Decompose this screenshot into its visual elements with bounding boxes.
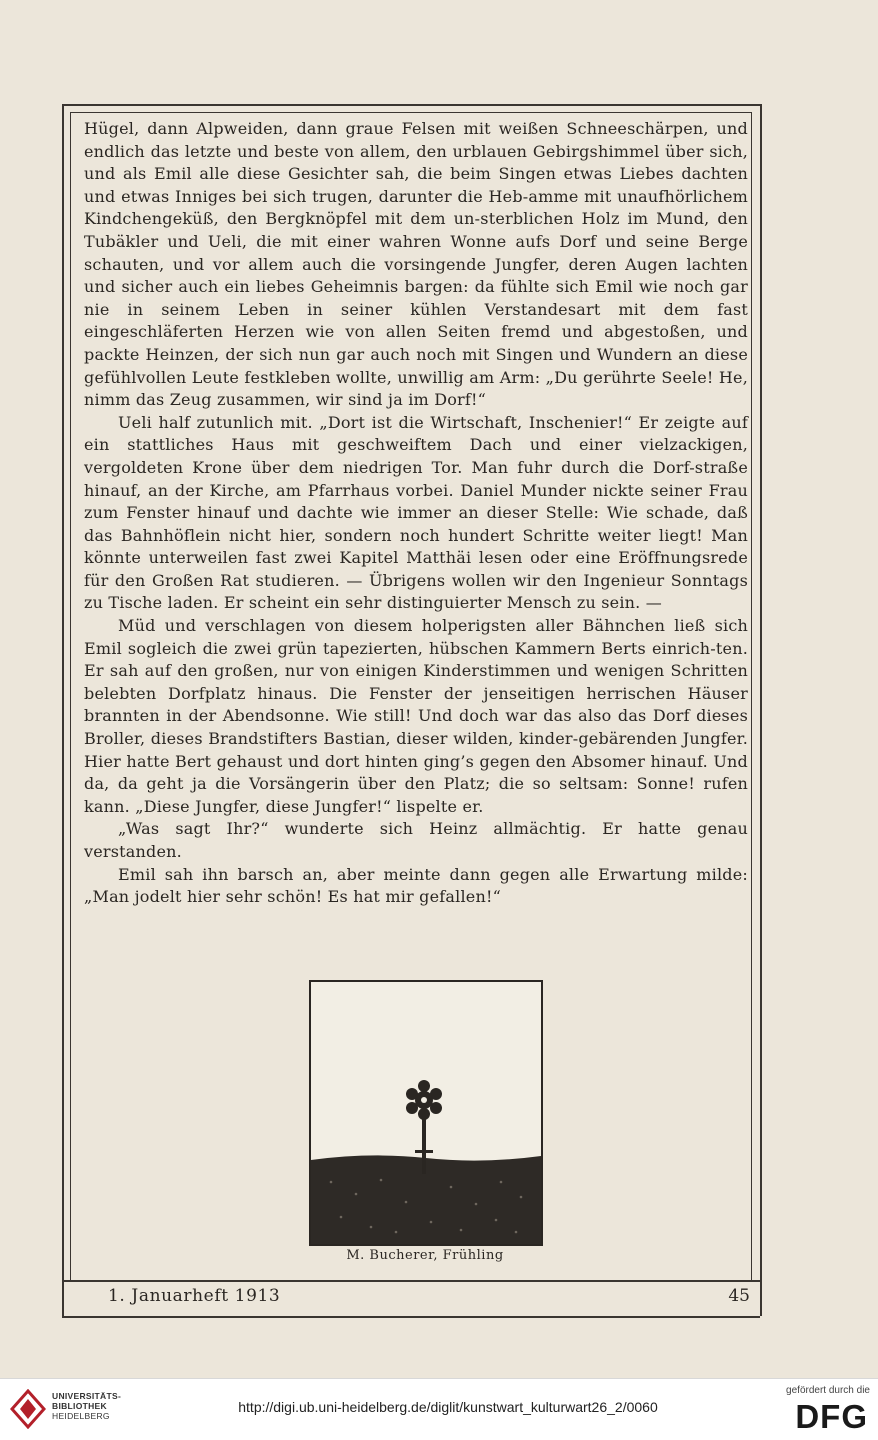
paragraph-4: „Was sagt Ihr?“ wunderte sich Heinz allmächtig. Er hatte genau verstanden.	[84, 819, 748, 861]
funder-caption: gefördert durch die	[786, 1385, 870, 1396]
paragraph-2: Ueli half zutunlich mit. „Dort ist die Wirtschaft, Inschenier!“ Er zeigte auf ein stattliches Haus mit geschweiftem Dach und einer vielzackigen, vergoldeten Krone über dem niedrigen Tor. Man fuhr durch die Dorf-straße hinauf, an der Kirche, am Pfarrhaus vorbei. Daniel Munder nickte seiner Frau zum Fenster hinauf und dachte wie immer an dieser Stelle: Wie schade, daß das Bahnhöflein nicht hier, sondern noch hundert Schritte weiter liegt! Man könnte unterweilen fast zwei Kapitel Matthäi lesen oder eine Eröffnungsrede für den Großen Rat studieren. — Übrigens wollen wir den Ingenieur Sonntags zu Tische laden. Er scheint ein sehr distinguierter Mensch zu sein. —	[84, 412, 748, 613]
viewer-footer-bar	[0, 1378, 878, 1440]
page-number: 45	[728, 1286, 750, 1306]
university-library-logo-icon[interactable]	[10, 1389, 46, 1429]
paragraph-3: Müd und verschlagen von diesem holperigsten aller Bähnchen ließ sich Emil sogleich die zwei grün tapezierten, hübschen Kammern Berts einrich-ten. Er sah auf den großen, nur von einigen Kinderstimmen und wenigen Schritten belebten Dorfplatz hinaus. Die Fenster der jenseitigen herrischen Häuser brannten in der Abendsonne. Wie still! Und doch war das also das Dorf dieses Broller, dieses Brandstifters Bastian, dieser wilden, kinder-gebärenden Jungfer. Hier hatte Bert gehaust und dort hinten ging’s gegen den Absomer hinauf. Und da, da geht ja die Vorsängerin über den Platz; die so seltsam: Sonne! rufen kann. „Diese Jungfer, diese Jungfer!“ lispelte er.	[84, 616, 748, 816]
dfg-logo[interactable]: DFG	[795, 1398, 868, 1435]
library-line-3: HEIDELBERG	[52, 1411, 110, 1421]
library-line-2: BIBLIOTHEK	[52, 1401, 107, 1411]
woodcut-illustration	[309, 980, 543, 1246]
issue-label: 1. Januarheft 1913	[108, 1286, 281, 1306]
library-line-1: UNIVERSITÄTS-	[52, 1391, 122, 1401]
paragraph-1: Hügel, dann Alpweiden, dann graue Felsen mit weißen Schneeschärpen, und endlich das letzte und beste von allem, den urblauen Gebirgshimmel über sich, und als Emil alle diese Gesichter sah, die beim Singen etwas Liebes dachten und etwas Inniges bei sich trugen, darunter die Heb-amme mit unaufhörlichem Kindchengeküß, den Bergknöpfel mit dem un-sterblichen Holz im Mund, den Tubäkler und Ueli, die mit einer wahren Wonne aufs Dorf und seine Berge schauten, und vor allem auch die vorsingende Jungfer, deren Augen lachten und sicher auch ein liebes Geheimnis bargen: da fühlte sich Emil wie noch gar nie in seinem Leben in seiner kühlen Verstandesart mit dem fast eingeschläferten Herzen wie von allen Seiten fremd und abgestoßen, und packte Heinzen, der sich nun gar auch noch mit Singen und Wundern an diese gefühlvollen Leute festkleben wollte, unwillig am Arm: „Du gerührte Seele! He, nimm das Zeug zusammen, wir sind ja im Dorf!“	[84, 119, 748, 410]
library-name[interactable]	[52, 1391, 121, 1421]
article-body	[84, 118, 748, 909]
permalink-url[interactable]: http://digi.ub.uni-heidelberg.de/diglit/kunstwart_kulturwart26_2/0060	[238, 1399, 658, 1415]
illustration-caption: M. Bucherer, Frühling	[346, 1248, 504, 1263]
paragraph-5: Emil sah ihn barsch an, aber meinte dann gegen alle Erwartung milde: „Man jodelt hier sehr schön! Es hat mir gefallen!“	[84, 864, 748, 907]
